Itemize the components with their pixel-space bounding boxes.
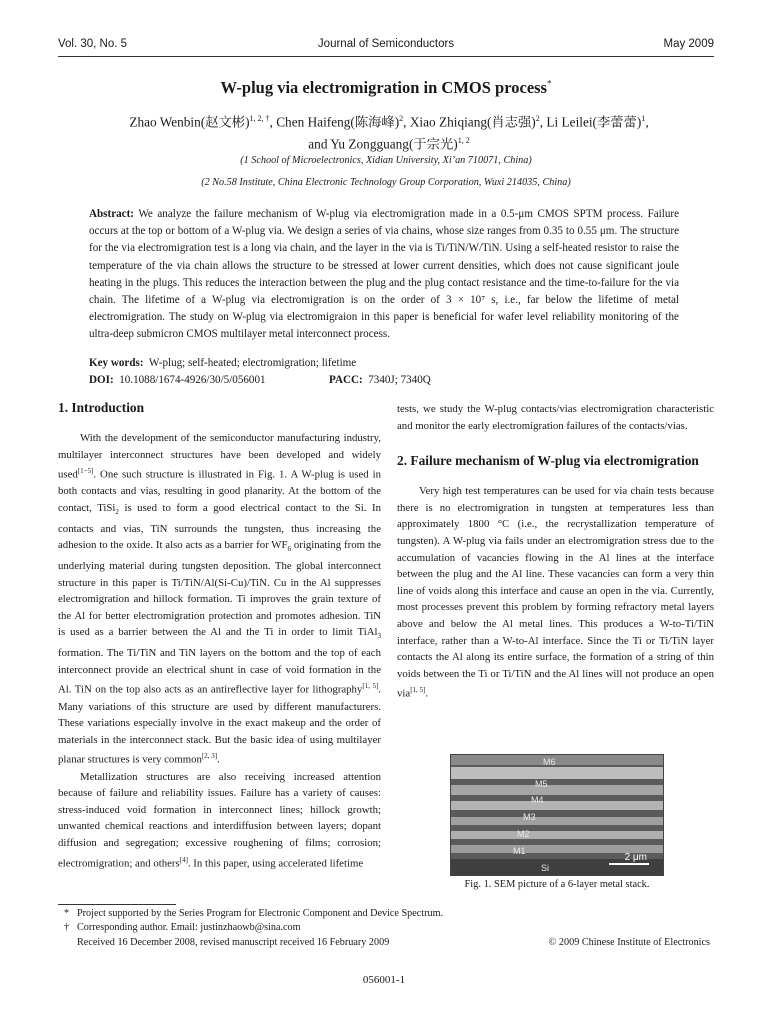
figure-caption: Fig. 1. SEM picture of a 6-layer metal stack.: [464, 879, 650, 890]
scale-bar: [609, 863, 649, 865]
keywords: [89, 357, 356, 369]
section-2-heading: 2. Failure mechanism of W-plug via electromigration: [397, 453, 699, 469]
author-affiliation-mark: 2: [399, 114, 404, 123]
footnote-text: Project supported by the Series Program for Electronic Component and Device Spectrum.: [77, 908, 444, 919]
footnote-mark: *: [64, 908, 70, 919]
affiliation-2: (2 No.58 Institute, China Electronic Technology Group Corporation, Wuxi 214035, China): [201, 177, 571, 188]
abstract-text: We analyze the failure mechanism of W-plug via electromigration made in a 0.5-μm CMOS SPTM process. Failure occurs at the top or bottom of a W-plug via. We design a series of via chains, whose size ranges from 0.35 to 0.55 μm. The structure for the via electromigration test is a long via chain, and the layer in the via is Ti/TiN/W/TiN. Using a self-heated resistor to raise the temperature of the via chain allows the structure to be stressed at lower current densities, which does not cause significant joule heating in the plugs. This reduces the interaction between the plug and the plug contact resistance and the time-to-failure for the via chain. The lifetime of a W-plug via electromigration is on the order of 3 × 10⁷ s, i.e., far below the lifetime of metal electromigration. The study on W-plug via electromigraion in this paper is beneficial for wafer level reliability monitoring of the ultra-deep submicron CMOS multilayer metal interconnect process.: [89, 208, 679, 341]
author-name: Zhao Wenbin(赵文彬): [129, 114, 250, 130]
author-name: Chen Haifeng(陈海峰): [276, 114, 400, 130]
author-list: Zhao Wenbin(赵文彬)$^{1, 2, \dagger}$, Chen Haifeng(陈海峰)$^2$, Xiao Zhiqiang(肖志强)$^2$, Li Leilei(李蕾蕾)$^1$, and Yu Zongguang(于宗光)$^{1, 2}$: [129, 114, 649, 152]
doi-value: 10.1088/1674-4926/30/5/056001: [119, 374, 266, 386]
pacc-label: PACC:: [329, 374, 363, 386]
paragraph: With the development of the semiconductor manufacturing industry, multilayer interconnect structures have been developed and widely used[1−5]. One such structure is illustrated in Fig. 1. A W-plug is used in both contacts and vias, resulting in good planarity. At the bottom of the contact, TiSi$_2$ is used to form a good electrical contact to the Si. In contacts and vias, TiN surrounds the tungsten, thus increasing the adhesion to the oxide. It also acts as a barrier for $WF_6$ originating from the underlying material during tungsten deposition. The global interconnect structure in this paper is Ti/TiN/Al(Si-Cu)/TiN. Cu in the Al suppresses electromigration and hillock formation. Ti improves the grain texture of the Al for better electromigration protection and promotes adhesion. TiN is used as a barrier between the Al and the Ti in order to limit TiAl$_3$ formation. The Ti/TiN and TiN layers on the bottom and the top of each interconnect provide an electrical shunt in case of void formation in the Al. TiN on the top also acts as an antireflective layer for lithography[1, 5]. Many variations of this structure are used by different manufacturers. These variations especially involve in the exact makeup and the order of materials in the interconnect stack. But the basic idea of using multilayer planar structures is very common[2, 3].: [58, 432, 382, 766]
issue-date: May 2009: [663, 38, 714, 50]
paper-title: [58, 78, 714, 98]
volume-issue: Vol. 30, No. 5: [58, 38, 128, 50]
author-name: and Yu Zongguang(于宗光): [308, 136, 458, 152]
title-text: W-plug via electromigration in CMOS process: [220, 78, 547, 97]
footnote-mark: †: [64, 922, 70, 933]
author-affiliation-mark: 2: [535, 114, 540, 123]
paragraph: Very high test temperatures can be used for via chain tests because there is no electromigration in tungsten at temperatures less than approximately 1800 °C (i.e., the recrystallization temperature of tungsten). A W-plug via fails under an electromigration stress due to the accumulation of vacancies flowing in the Al lines at the interface between the plug and the Al line. These vacancies can form a very thin line of voids along this interface and cause an open in the via. Currently, most processes prevent this problem by forming refractory metal layers above and below the Al metal lines. This produces a W-to-Ti/TiN interface, rather than a W-to-Al interface. Since the Ti or Ti/TiN layer contacts the Al along its entire surface, the formation of a string of thin voids between the Ti or Ti/TiN and the Al lines will not produce an open via[1, 5].: [397, 485, 714, 700]
left-column: [58, 398, 381, 872]
author-affiliation-mark: 1: [641, 114, 646, 123]
author-affiliation-mark: 1, 2: [457, 136, 470, 146]
pacc: [329, 374, 431, 386]
layer-label: Si: [541, 863, 550, 873]
author-affiliation-mark: 1, 2, †: [249, 114, 270, 123]
author-name: Xiao Zhiqiang(肖志强): [409, 114, 536, 130]
paragraph: Metallization structures are also receiving increased attention because of failure and reliability issues. Failure has a variety of causes: stress-induced void formation in interconnect lines; hillock growth; unwanted chemical reactions and interdiffusion between layers; dopant diffusion and segregation; excessive roughening of films; corrosion; electromigration; and others[4]. In this paper, using accelerated lifetime: [58, 770, 381, 870]
layer-label: M4: [531, 795, 544, 805]
scale-bar-label: 2 μm: [624, 852, 647, 863]
section-1-heading: 1. Introduction: [58, 400, 145, 415]
layer-label: M6: [543, 757, 556, 767]
footnote-funding: [64, 908, 443, 919]
copyright: © 2009 Chinese Institute of Electronics: [548, 937, 710, 948]
layer-label: M2: [517, 829, 530, 839]
affiliation-1: (1 School of Microelectronics, Xidian University, Xi’an 710071, China): [240, 155, 532, 166]
sem-figure: [450, 754, 664, 876]
received-dates: Received 16 December 2008, revised manuscript received 16 February 2009: [77, 937, 390, 948]
author-name: Li Leilei(李蕾蕾): [546, 114, 642, 130]
layer-label: M1: [513, 846, 526, 856]
running-head: [58, 38, 714, 54]
layer-label: M5: [535, 779, 548, 789]
header-rule: [58, 56, 714, 57]
doi-label: DOI:: [89, 374, 114, 386]
pacc-value: 7340J; 7340Q: [368, 374, 431, 386]
footnote-author: [64, 922, 301, 933]
abstract: [89, 206, 679, 344]
footnote-rule: [58, 904, 176, 905]
right-column: [397, 401, 714, 703]
journal-name: Journal of Semiconductors: [317, 38, 455, 50]
layer-label: M3: [523, 812, 536, 822]
keywords-label: Key words:: [89, 357, 144, 369]
paragraph: tests, we study the W-plug contacts/vias electromigration characteristic and monitor the early electromigration failures of the contacts/vias.: [397, 403, 714, 432]
keywords-text: W-plug; self-heated; electromigration; lifetime: [148, 357, 357, 369]
doi-line: [89, 374, 689, 386]
footnote-text: Corresponding author. Email: justinzhaowb@sina.com: [77, 922, 301, 933]
page-number: 056001-1: [362, 974, 406, 986]
title-footnote-mark: *: [546, 78, 552, 89]
abstract-label: Abstract:: [89, 208, 134, 220]
